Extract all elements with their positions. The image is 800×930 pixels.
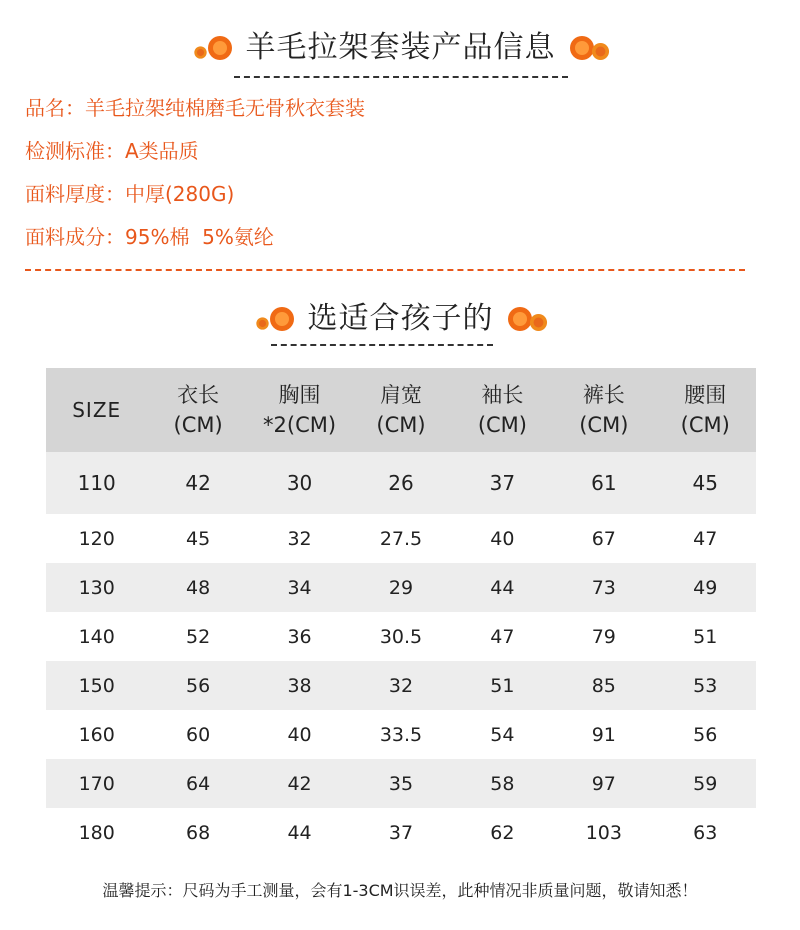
table-cell: 67 xyxy=(591,527,616,550)
table-row xyxy=(46,661,756,710)
header-line2: (CM) xyxy=(173,413,223,437)
header-length xyxy=(147,368,248,452)
table-cell: 180 xyxy=(78,821,115,844)
info-value: A类品质 xyxy=(125,139,199,163)
section-divider xyxy=(25,269,745,271)
orange-dots-left-icon xyxy=(253,306,294,333)
big-dot-icon xyxy=(508,307,532,331)
title-underline xyxy=(271,344,493,346)
header-line1: SIZE xyxy=(72,398,122,422)
header-line2: *2(CM) xyxy=(263,413,337,437)
table-cell: 51 xyxy=(490,674,515,697)
small-dot-icon xyxy=(194,46,206,58)
info-value: 中厚(280G) xyxy=(125,182,235,206)
table-cell: 103 xyxy=(585,821,622,844)
table-cell: 47 xyxy=(693,527,718,550)
table-cell: 34 xyxy=(287,576,312,599)
table-cell: 73 xyxy=(591,576,616,599)
table-cell: 150 xyxy=(78,674,115,697)
table-cell: 160 xyxy=(78,723,115,746)
header-shoulder xyxy=(350,368,451,452)
table-cell: 42 xyxy=(185,471,211,495)
table-cell: 51 xyxy=(693,625,718,648)
table-cell: 37 xyxy=(388,821,414,844)
table-cell: 59 xyxy=(693,772,718,795)
info-label: 品名： xyxy=(25,96,85,120)
table-row xyxy=(46,710,756,759)
table-cell: 44 xyxy=(490,576,515,599)
info-line-thickness xyxy=(25,184,234,204)
table-cell: 30 xyxy=(286,471,313,495)
table-cell: 32 xyxy=(388,674,414,697)
table-cell: 56 xyxy=(693,723,718,746)
table-cell: 48 xyxy=(186,576,211,599)
table-cell: 27.5 xyxy=(379,527,423,550)
header-line1: 胸围 xyxy=(278,383,321,407)
big-dot-icon xyxy=(570,36,594,60)
size-section-title: 选适合孩子的 xyxy=(307,301,494,336)
table-cell: 32 xyxy=(287,527,312,550)
header-size xyxy=(46,368,147,452)
table-row xyxy=(46,452,756,514)
table-cell: 170 xyxy=(78,772,115,795)
table-cell: 110 xyxy=(77,471,116,495)
info-line-standard xyxy=(25,141,199,161)
size-table xyxy=(46,368,756,857)
table-cell: 40 xyxy=(490,527,515,550)
info-label: 面料厚度： xyxy=(25,182,125,206)
table-cell: 26 xyxy=(388,471,414,495)
footnote: 温馨提示：尺码为手工测量，会有1-3CM识误差，此种情况非质量问题，敬请知悉！ xyxy=(102,881,698,900)
small-dot-icon xyxy=(256,317,268,329)
header-line1: 肩宽 xyxy=(379,383,422,407)
table-header xyxy=(46,368,756,452)
header-chest xyxy=(249,368,350,452)
table-cell: 30.5 xyxy=(379,625,423,648)
header-line1: 裤长 xyxy=(582,383,625,407)
table-row xyxy=(46,563,756,612)
header-line2: (CM) xyxy=(680,413,730,437)
table-cell: 40 xyxy=(287,723,312,746)
big-dot-icon xyxy=(270,307,294,331)
table-cell: 58 xyxy=(490,772,515,795)
info-line-name xyxy=(25,98,365,118)
product-info-title: 羊毛拉架套装产品信息 xyxy=(245,30,556,65)
table-cell: 29 xyxy=(388,576,414,599)
table-cell: 62 xyxy=(490,821,515,844)
small-dot-icon xyxy=(591,42,608,59)
table-cell: 60 xyxy=(186,723,211,746)
header-line2: (CM) xyxy=(376,413,426,437)
table-cell: 63 xyxy=(693,821,718,844)
big-dot-icon xyxy=(208,36,232,60)
info-label: 面料成分： xyxy=(25,225,125,249)
table-cell: 52 xyxy=(186,625,211,648)
header-line1: 腰围 xyxy=(684,383,727,407)
table-cell: 35 xyxy=(388,772,414,795)
table-cell: 47 xyxy=(490,625,515,648)
table-cell: 53 xyxy=(693,674,718,697)
table-cell: 37 xyxy=(489,471,516,495)
table-cell: 91 xyxy=(591,723,616,746)
header-waist xyxy=(655,368,756,452)
orange-dots-right-icon xyxy=(508,307,548,332)
orange-dots-right-icon xyxy=(570,36,610,61)
table-cell: 120 xyxy=(78,527,115,550)
header-sleeve xyxy=(452,368,553,452)
table-cell: 64 xyxy=(186,772,211,795)
table-cell: 44 xyxy=(287,821,312,844)
table-cell: 54 xyxy=(490,723,515,746)
table-cell: 42 xyxy=(287,772,312,795)
table-cell: 140 xyxy=(78,625,115,648)
table-cell: 45 xyxy=(186,527,211,550)
info-label: 检测标准： xyxy=(25,139,125,163)
small-dot-icon xyxy=(529,313,546,330)
table-body xyxy=(46,452,756,857)
table-cell: 36 xyxy=(287,625,312,648)
table-row xyxy=(46,759,756,808)
table-cell: 130 xyxy=(78,576,115,599)
table-cell: 85 xyxy=(591,674,616,697)
table-cell: 61 xyxy=(591,471,617,495)
orange-dots-left-icon xyxy=(191,35,232,62)
table-row xyxy=(46,612,756,661)
header-line2: (CM) xyxy=(477,413,527,437)
info-value: 羊毛拉架纯棉磨毛无骨秋衣套装 xyxy=(85,96,365,120)
header-line1: 袖长 xyxy=(481,383,524,407)
table-cell: 38 xyxy=(287,674,312,697)
header-pants xyxy=(553,368,654,452)
table-cell: 33.5 xyxy=(379,723,423,746)
header-line1: 衣长 xyxy=(177,383,220,407)
table-cell: 79 xyxy=(591,625,616,648)
table-row xyxy=(46,514,756,563)
table-row xyxy=(46,808,756,857)
title-underline xyxy=(234,76,568,78)
table-cell: 97 xyxy=(591,772,616,795)
section-title-product-info xyxy=(0,30,800,65)
info-line-composition xyxy=(25,227,274,247)
info-value: 95%棉 5%氨纶 xyxy=(125,225,274,249)
header-line2: (CM) xyxy=(579,413,629,437)
table-cell: 68 xyxy=(186,821,211,844)
section-title-size xyxy=(0,301,800,336)
table-cell: 56 xyxy=(186,674,211,697)
table-cell: 49 xyxy=(693,576,718,599)
table-cell: 45 xyxy=(692,471,718,495)
